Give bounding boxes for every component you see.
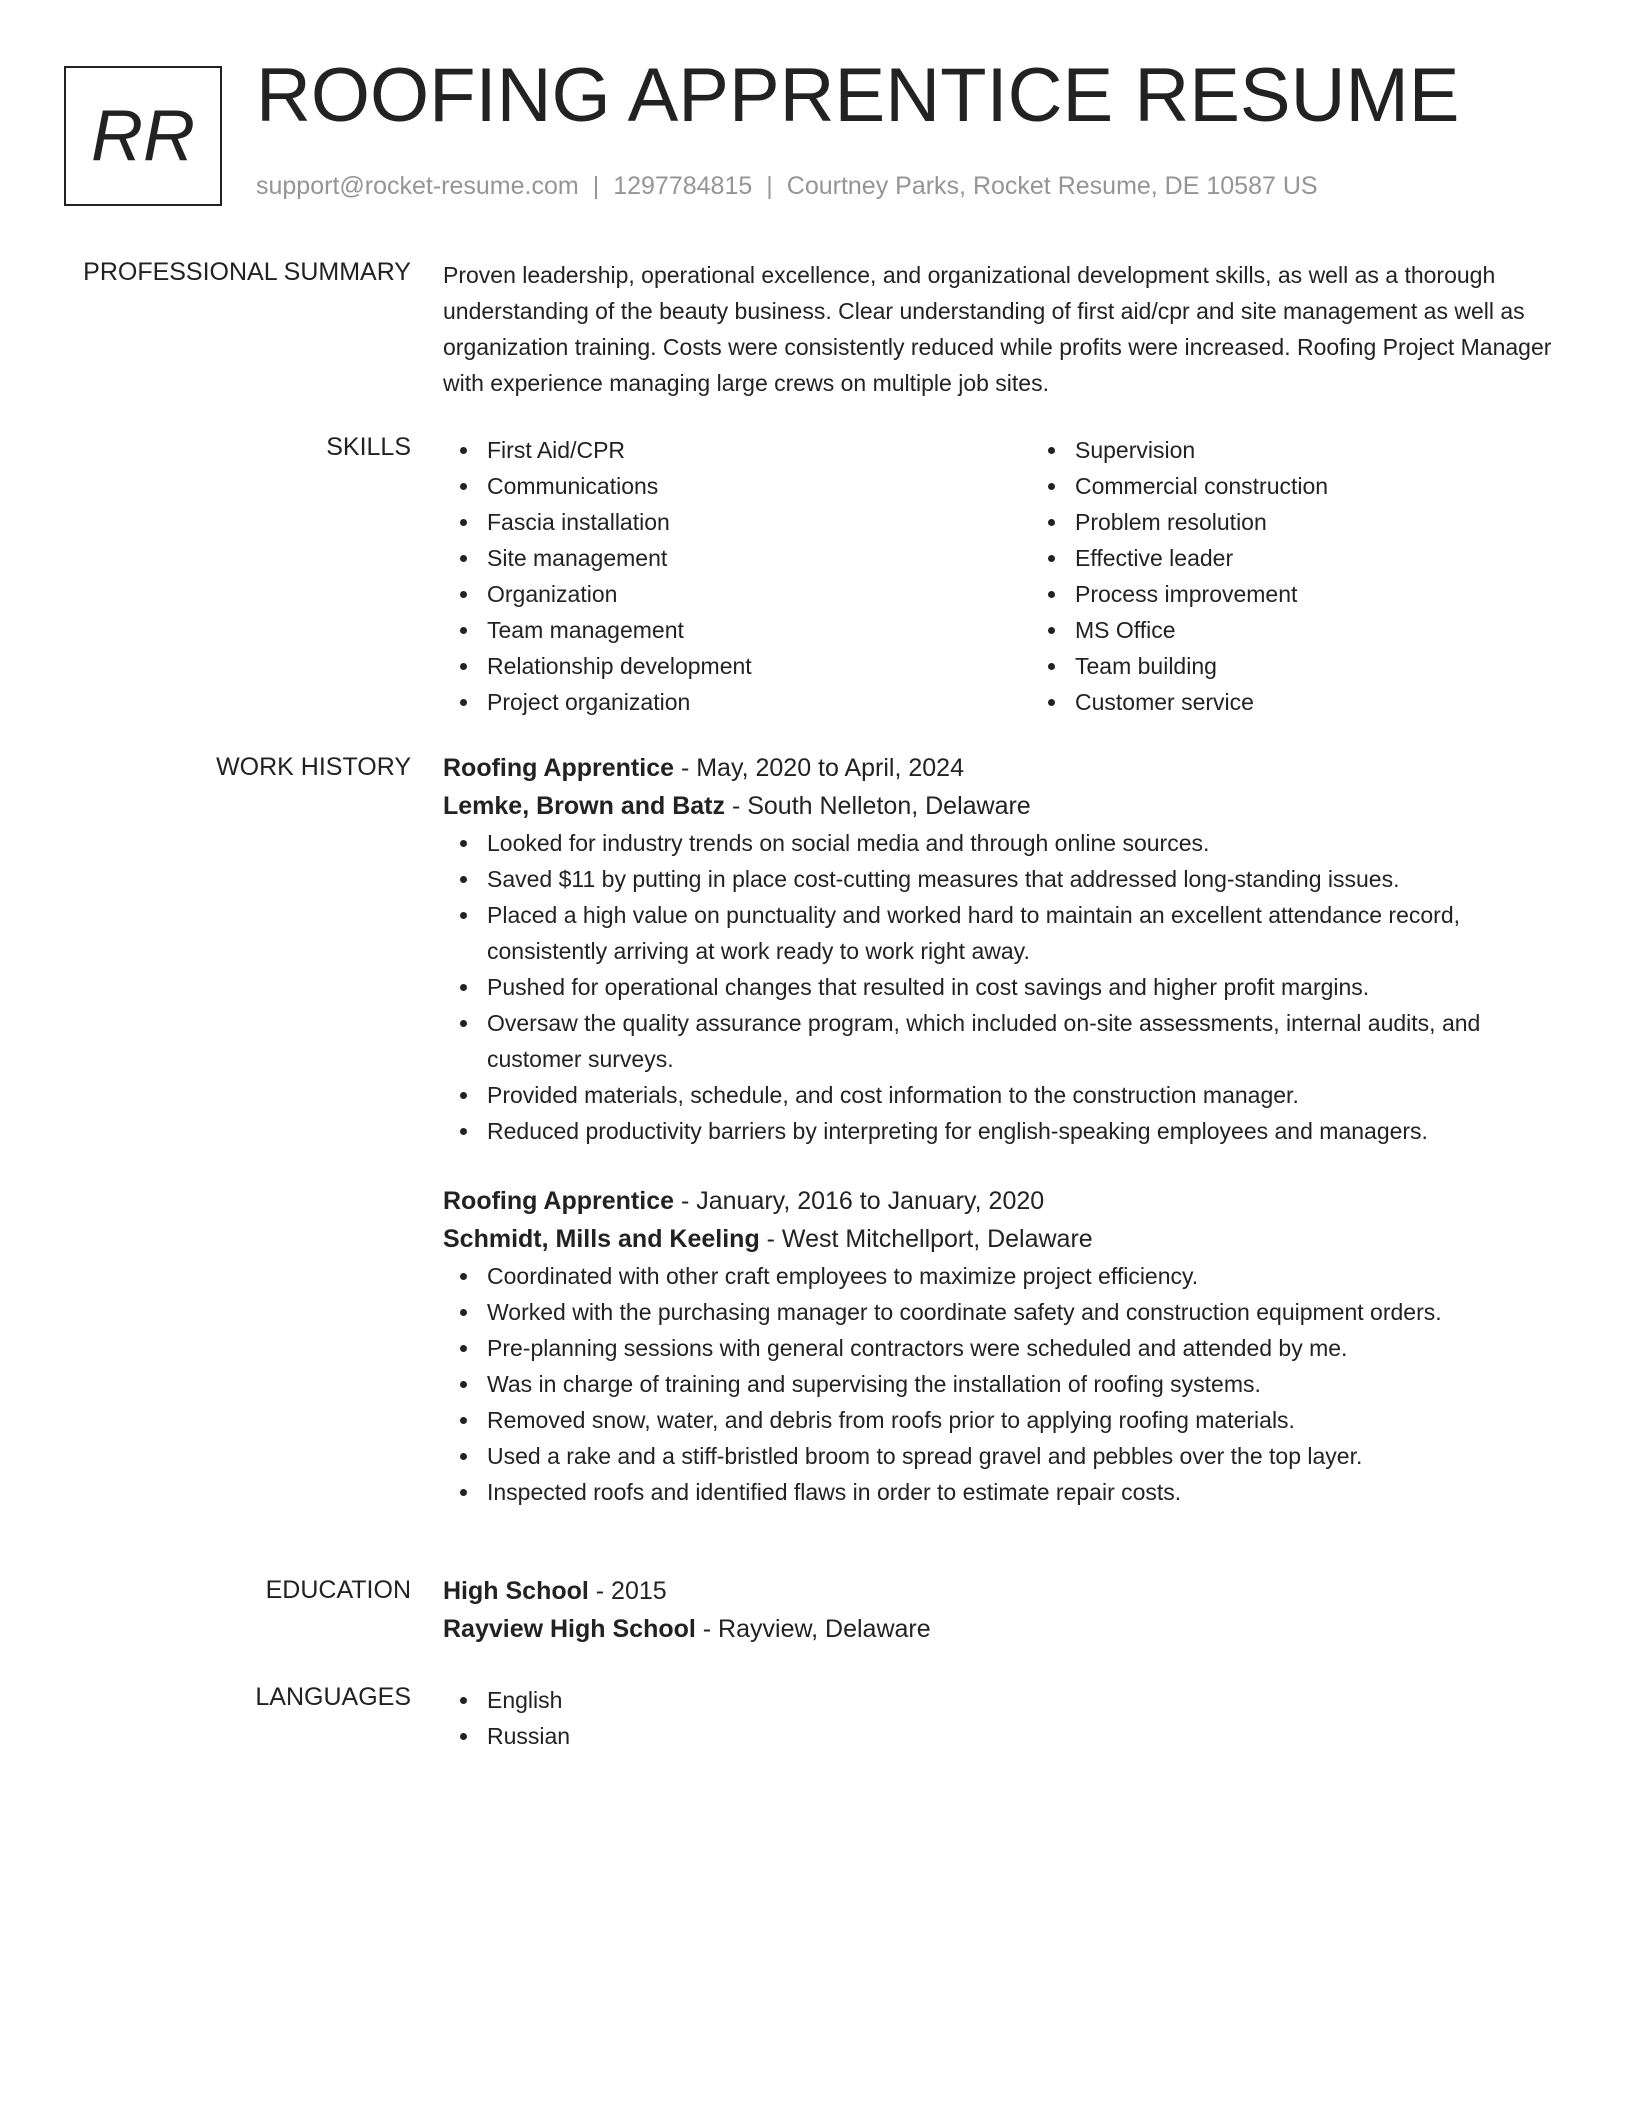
education-location: - Rayview, Delaware [695, 1615, 931, 1643]
duty-item: Placed a high value on punctuality and worked hard to maintain an excellent attendance record, consistently arriving at work ready to work right away. [487, 897, 1563, 969]
skill-item: Process improvement [1075, 576, 1619, 612]
duty-item: Coordinated with other craft employees to maximize project efficiency. [487, 1258, 1563, 1294]
education-label: EDUCATION [265, 1576, 411, 1604]
skill-item: Organization [487, 576, 1031, 612]
summary-body [443, 257, 1563, 401]
contact-separator: | [592, 172, 600, 200]
duty-item: Removed snow, water, and debris from roofs prior to applying roofing materials. [487, 1402, 1563, 1438]
job-duties-list [443, 825, 1563, 1149]
duty-item: Looked for industry trends on social media and through online sources. [487, 825, 1563, 861]
work-history-body [443, 749, 1563, 1510]
skill-item: Team management [487, 612, 1031, 648]
skills-list-left [443, 432, 1031, 720]
skill-item: Effective leader [1075, 540, 1619, 576]
skill-item: Site management [487, 540, 1031, 576]
duty-item: Pushed for operational changes that resulted in cost savings and higher profit margins. [487, 969, 1563, 1005]
contact-line [256, 172, 1318, 201]
job-location: - South Nelleton, Delaware [725, 792, 1031, 820]
contact-email[interactable]: support@rocket-resume.com [256, 172, 579, 200]
education-degree-line [443, 1572, 1563, 1610]
skill-item: Relationship development [487, 648, 1031, 684]
job-company: Lemke, Brown and Batz [443, 792, 725, 820]
languages-body [443, 1682, 1563, 1754]
job-entry [443, 1182, 1563, 1510]
skills-body [443, 432, 1563, 720]
job-dates: - January, 2016 to January, 2020 [674, 1187, 1045, 1215]
contact-phone: 1297784815 [613, 172, 753, 200]
skill-item: Communications [487, 468, 1031, 504]
education-year: - 2015 [588, 1577, 667, 1605]
skill-item: First Aid/CPR [487, 432, 1031, 468]
skill-item: Commercial construction [1075, 468, 1619, 504]
languages-label: LANGUAGES [255, 1683, 411, 1711]
skill-item: Team building [1075, 648, 1619, 684]
education-degree: High School [443, 1577, 589, 1605]
skills-list-right [1031, 432, 1619, 720]
skill-item: Supervision [1075, 432, 1619, 468]
monogram-logo: RR [64, 66, 222, 206]
duty-item: Worked with the purchasing manager to coordinate safety and construction equipment orders. [487, 1294, 1563, 1330]
education-school: Rayview High School [443, 1615, 696, 1643]
language-item: Russian [487, 1718, 1563, 1754]
duty-item: Provided materials, schedule, and cost information to the construction manager. [487, 1077, 1563, 1113]
duty-item: Saved $11 by putting in place cost-cutting measures that addressed long-standing issues. [487, 861, 1563, 897]
job-location: - West Mitchellport, Delaware [759, 1225, 1093, 1253]
job-company: Schmidt, Mills and Keeling [443, 1225, 760, 1253]
job-company-line [443, 787, 1563, 825]
duty-item: Inspected roofs and identified flaws in order to estimate repair costs. [487, 1474, 1563, 1510]
education-body [443, 1572, 1563, 1648]
skill-item: Problem resolution [1075, 504, 1619, 540]
job-title-line [443, 1182, 1563, 1220]
skills-label: SKILLS [326, 433, 411, 461]
skill-item: Fascia installation [487, 504, 1031, 540]
work-history-label: WORK HISTORY [216, 753, 411, 781]
job-title: Roofing Apprentice [443, 1187, 675, 1215]
job-title-line [443, 749, 1563, 787]
skill-item: Customer service [1075, 684, 1619, 720]
contact-separator: | [766, 172, 773, 200]
job-entry [443, 749, 1563, 1149]
education-school-line [443, 1610, 1563, 1648]
duty-item: Was in charge of training and supervising the installation of roofing systems. [487, 1366, 1563, 1402]
duty-item: Reduced productivity barriers by interpreting for english-speaking employees and managers. [487, 1113, 1563, 1149]
contact-address: Courtney Parks, Rocket Resume, DE 10587 US [786, 172, 1318, 200]
job-title: Roofing Apprentice [443, 754, 675, 782]
job-company-line [443, 1220, 1563, 1258]
job-duties-list [443, 1258, 1563, 1510]
skill-item: Project organization [487, 684, 1031, 720]
summary-label: PROFESSIONAL SUMMARY [83, 258, 411, 286]
duty-item: Used a rake and a stiff-bristled broom to spread gravel and pebbles over the top layer. [487, 1438, 1563, 1474]
duty-item: Oversaw the quality assurance program, which included on-site assessments, internal audits, and customer surveys. [487, 1005, 1563, 1077]
languages-list [443, 1682, 1563, 1754]
summary-text: Proven leadership, operational excellence, and organizational development skills, as well as a thorough understanding of the beauty business. Clear understanding of first aid/cpr and site management as well as organization training. Costs were consistently reduced while profits were increased. Roofing Project Manager with experience managing large crews on multiple job sites. [443, 262, 1552, 396]
skill-item: MS Office [1075, 612, 1619, 648]
resume-title: ROOFING APPRENTICE RESUME [256, 53, 1460, 138]
language-item: English [487, 1682, 1563, 1718]
job-dates: - May, 2020 to April, 2024 [674, 754, 964, 782]
duty-item: Pre-planning sessions with general contractors were scheduled and attended by me. [487, 1330, 1563, 1366]
